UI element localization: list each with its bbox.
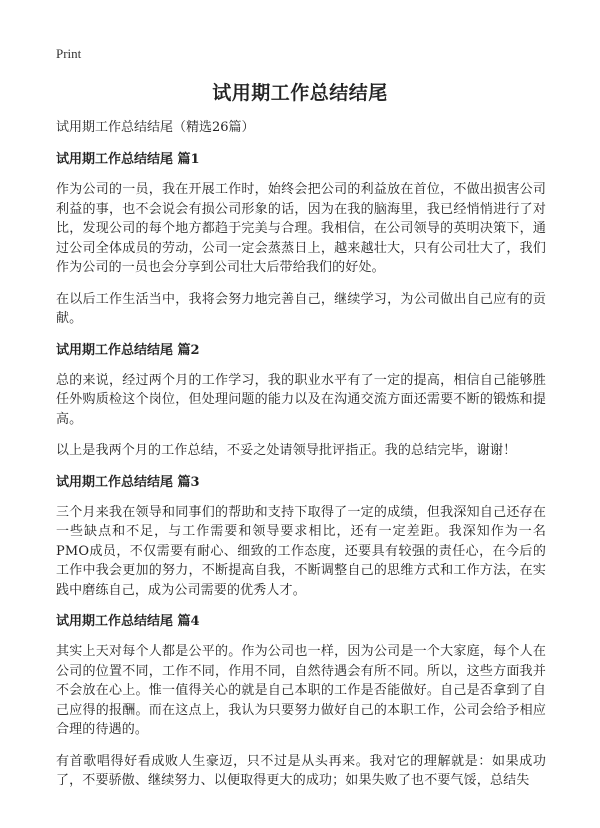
section-2 <box>56 341 546 461</box>
paragraph: 总的来说，经过两个月的工作学习，我的职业水平有了一定的提高，相信自己能够胜任外购质检这个岗位，但处理问题的能力以及在沟通交流方面还需要不断的锻炼和提高。 <box>56 372 546 427</box>
document-body <box>56 118 546 803</box>
paragraph: 其实上天对每个人都是公平的。作为公司也一样，因为公司是一个大家庭，每个人在公司的位置不同，工作不同，作用不同，自然待遇会有所不同。所以，这些方面我并不会放在心上。惟一值得关心的就是自己本职的工作是否能做好。自己是否拿到了自己应得的报酬。而在这点上，我认为只要努力做好自己的本职工作，公司会给予相应合理的待遇的。 <box>56 644 546 737</box>
section-1 <box>56 150 546 329</box>
paragraph: 以上是我两个月的工作总结，不妥之处请领导批评指正。我的总结完毕，谢谢！ <box>56 443 517 458</box>
section-heading: 试用期工作总结结尾 篇1 <box>56 152 200 167</box>
paragraph: 有首歌唱得好看成败人生豪迈，只不过是从头再来。我对它的理解就是：如果成功了，不要骄傲、继续努力、以便取得更大的成功；如果失败了也不要气馁，总结失 <box>56 753 546 788</box>
print-link[interactable]: Print <box>56 46 82 61</box>
paragraph: 在以后工作生活当中，我将会努力地完善自己，继续学习，为公司做出自己应有的贡献。 <box>56 291 546 326</box>
paragraph: 作为公司的一员，我在开展工作时，始终会把公司的利益放在首位，不做出损害公司利益的事，也不会说会有损公司形象的话，因为在我的脑海里，我已经悄悄进行了对比，发现公司的每个地方都趋于完美与合理。我相信，在公司领导的英明决策下，通过公司全体成员的劳动，公司一定会蒸蒸日上，越来越壮大，只有公司壮大了，我们作为公司的一员也会分享到公司壮大后带给我们的好处。 <box>56 182 546 275</box>
section-heading: 试用期工作总结结尾 篇4 <box>56 614 200 629</box>
document-subtitle: 试用期工作总结结尾（精选26篇） <box>56 120 255 135</box>
page-title: 试用期工作总结结尾 <box>212 82 388 104</box>
paragraph: 三个月来我在领导和同事们的帮助和支持下取得了一定的成绩，但我深知自己还存在一些缺点和不足，与工作需要和领导要求相比，还有一定差距。我深知作为一名PMO成员，不仅需要有耐心、细致的工作态度，还要具有较强的责任心，在今后的工作中我会更加的努力，不断提高自我，不断调整自己的思维方式和工作方法，在实践中磨练自己，成为公司需要的优秀人才。 <box>56 504 546 598</box>
section-heading: 试用期工作总结结尾 篇2 <box>56 342 200 358</box>
section-4 <box>56 612 546 791</box>
section-heading: 试用期工作总结结尾 篇3 <box>56 474 200 490</box>
section-3 <box>56 473 546 601</box>
